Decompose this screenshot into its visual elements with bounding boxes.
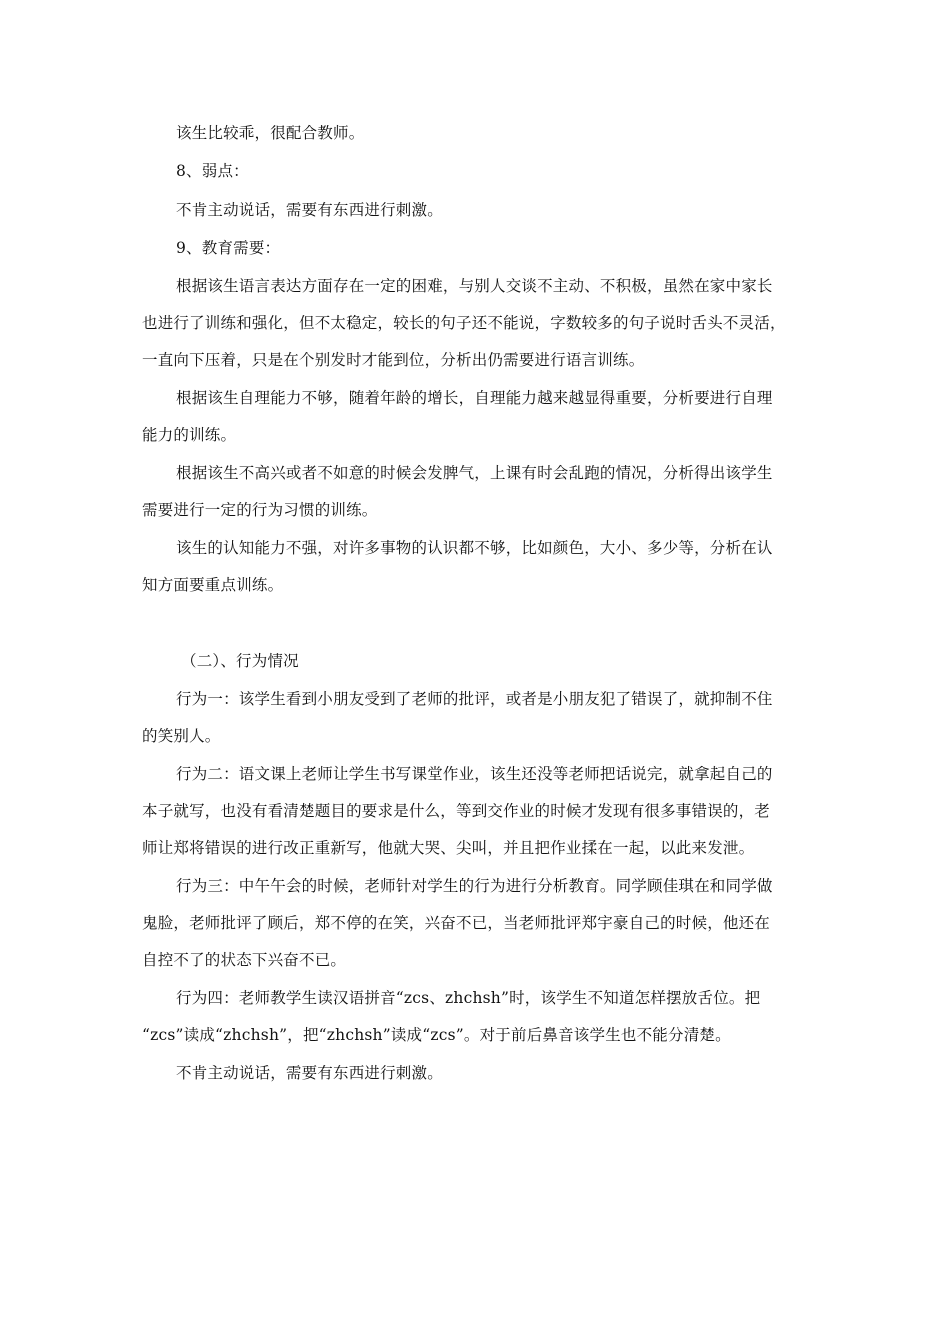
text-line: 不肯主动说话，需要有东西进行刺激。 xyxy=(176,1064,443,1082)
text-line: 该生的认知能力不强，对许多事物的认识都不够，比如颜色，大小、多少等，分析在认 xyxy=(176,539,773,557)
text-line: 行为三：中午午会的时候，老师针对学生的行为进行分析教育。同学顾佳琪在和同学做 xyxy=(176,877,773,895)
text-line: 行为四：老师教学生读汉语拼音“zcs、zhchsh”时，该学生不知道怎样摆放舌位。把 xyxy=(176,989,761,1007)
text-line: 一直向下压着，只是在个别发时才能到位，分析出仍需要进行语言训练。 xyxy=(142,351,645,369)
text-line: 根据该生不高兴或者不如意的时候会发脾气，上课有时会乱跑的情况，分析得出该学生 xyxy=(176,464,773,482)
text-line: 的笑别人。 xyxy=(142,727,221,745)
text-line: 不肯主动说话，需要有东西进行刺激。 xyxy=(176,201,443,219)
section-heading-behavior: （二）、行为情况 xyxy=(181,652,299,670)
text-line: 知方面要重点训练。 xyxy=(142,576,284,594)
text-line: 能力的训练。 xyxy=(142,426,237,444)
text-line: 根据该生自理能力不够，随着年龄的增长，自理能力越来越显得重要，分析要进行自理 xyxy=(176,389,773,407)
text-line: 行为一：该学生看到小朋友受到了老师的批评，或者是小朋友犯了错误了，就抑制不住 xyxy=(176,690,773,708)
section-heading-weakness: 8、弱点： xyxy=(176,162,249,180)
text-line: “zcs”读成“zhchsh”，把“zhchsh”读成“zcs”。对于前后鼻音该学生也不能分清楚。 xyxy=(142,1026,731,1044)
text-line: 本子就写，也没有看清楚题目的要求是什么，等到交作业的时候才发现有很多事错误的，老 xyxy=(142,802,771,820)
text-line: 根据该生语言表达方面存在一定的困难，与别人交谈不主动、不积极，虽然在家中家长 xyxy=(176,277,773,295)
text-line: 行为二：语文课上老师让学生书写课堂作业，该生还没等老师把话说完，就拿起自己的 xyxy=(176,765,773,783)
text-line: 需要进行一定的行为习惯的训练。 xyxy=(142,501,378,519)
text-line: 师让郑将错误的进行改正重新写，他就大哭、尖叫，并且把作业揉在一起，以此来发泄。 xyxy=(142,839,755,857)
text-line: 该生比较乖，很配合教师。 xyxy=(176,124,365,142)
text-line: 自控不了的状态下兴奋不已。 xyxy=(142,951,347,969)
section-heading-education-needs: 9、教育需要： xyxy=(176,239,281,257)
text-line: 也进行了训练和强化，但不太稳定，较长的句子还不能说，字数较多的句子说时舌头不灵活， xyxy=(142,314,786,332)
text-line: 鬼脸，老师批评了顾后，郑不停的在笑，兴奋不已，当老师批评郑宇豪自己的时候，他还在 xyxy=(142,914,771,932)
